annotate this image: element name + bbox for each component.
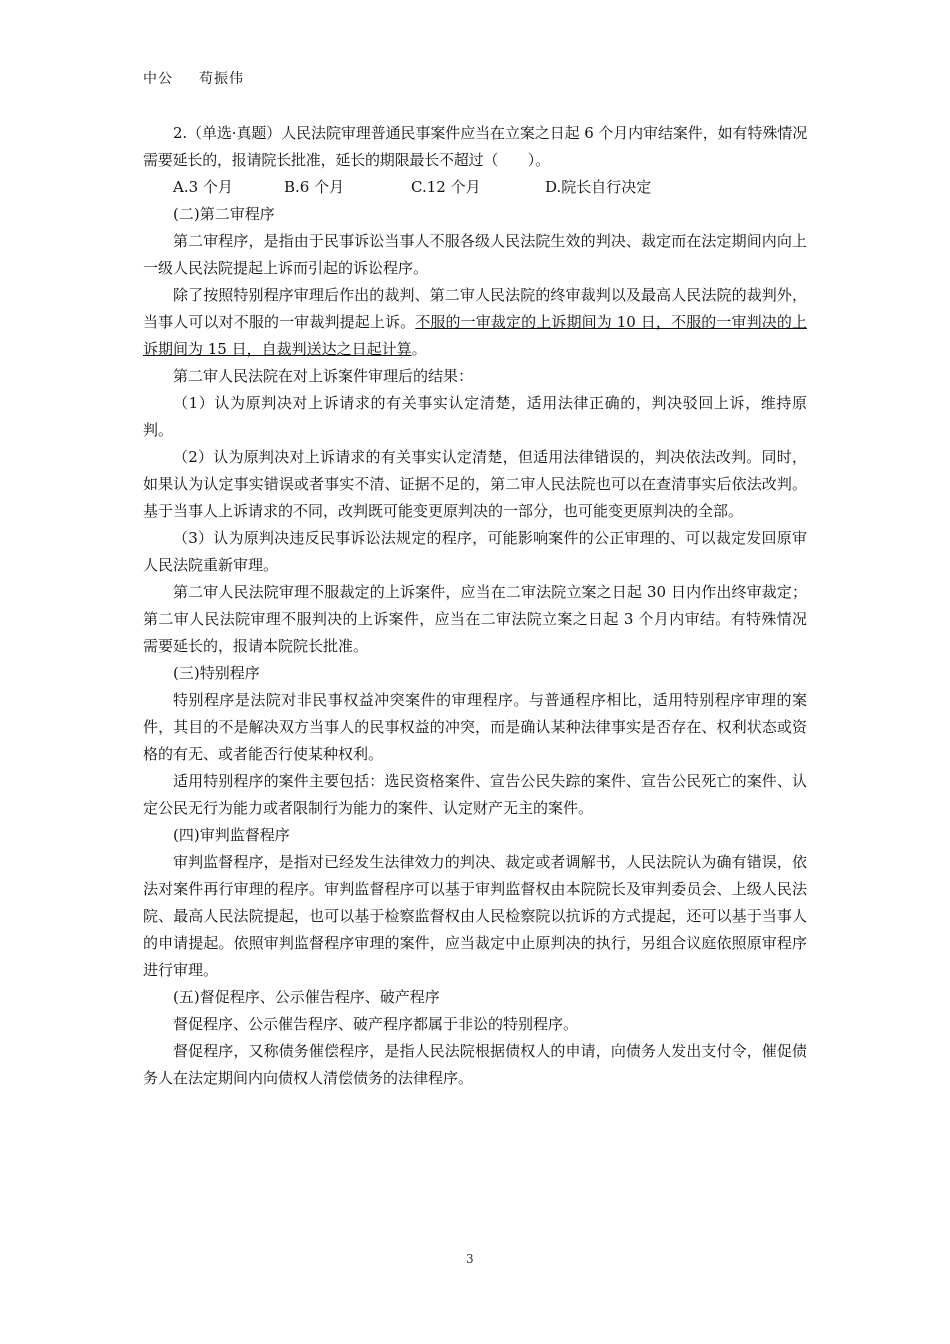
header-author: 苟振伟 — [199, 71, 244, 87]
paragraph: 督促程序，又称债务催偿程序，是指人民法院根据债权人的申请，向债务人发出支付令，催促债务人在法定期间内向债权人清偿债务的法律程序。 — [143, 1042, 807, 1087]
question-options — [143, 174, 807, 201]
option-d: D.院长自行决定 — [545, 178, 652, 196]
paragraph: 审判监督程序，是指对已经发生法律效力的判决、裁定或者调解书，人民法院认为确有错误，依法对案件再行审理的程序。审判监督程序可以基于审判监督权由本院院长及审判委员会、上级人民法院、最高人民法院提起，也可以基于检察监督权由人民检察院以抗诉的方式提起，还可以基于当事人的申请提起。依照审判监督程序审理的案件，应当裁定中止原判决的执行，另组合议庭依照原审程序进行审理。 — [143, 853, 807, 979]
paragraph: 督促程序、公示催告程序、破产程序都属于非讼的特别程序。 — [173, 1015, 579, 1033]
paragraph-appeal-period: 除了按照特别程序审理后作出的裁判、第二审人民法院的终审裁判以及最高人民法院的裁判外，当事人可以对不服的一审裁判提起上诉。不服的一审裁定的上诉期间为 10 日，不服的一审判决的上诉期间为 15 日，自裁判送达之日起计算。 — [143, 286, 807, 358]
paragraph: 适用特别程序的案件主要包括：选民资格案件、宣告公民失踪的案件、宣告公民死亡的案件、认定公民无行为能力或者限制行为能力的案件、认定财产无主的案件。 — [143, 772, 807, 817]
section-title-urging-procedures: (五)督促程序、公示催告程序、破产程序 — [173, 988, 440, 1006]
section-title-special-procedure: (三)特别程序 — [173, 664, 260, 682]
paragraph: 第二审人民法院在对上诉案件审理后的结果： — [173, 367, 474, 385]
document-body — [143, 120, 807, 1092]
list-item: （1）认为原判决对上诉请求的有关事实认定清楚，适用法律正确的，判决驳回上诉，维持原判。 — [143, 394, 807, 439]
list-item: （3）认为原判决违反民事诉讼法规定的程序，可能影响案件的公正审理的、可以裁定发回原审人民法院重新审理。 — [143, 529, 807, 574]
underlined-text: 不服的一审裁定的上诉期间为 10 日，不服的一审判决的上诉期间为 15 日，自裁判送达之日起计算 — [143, 313, 807, 358]
page-number: 3 — [466, 1252, 474, 1266]
paragraph: 第二审人民法院审理不服裁定的上诉案件，应当在二审法院立案之日起 30 日内作出终审裁定；第二审人民法院审理不服判决的上诉案件，应当在二审法院立案之日起 3 个月内审结。有特殊情况需要延长的，报请本院院长批准。 — [143, 583, 807, 655]
page-header — [143, 68, 244, 88]
option-b: B.6 个月 — [284, 178, 345, 196]
list-item: （2）认为原判决对上诉请求的有关事实认定清楚，但适用法律错误的，判决依法改判。同时，如果认为认定事实错误或者事实不清、证据不足的，第二审人民法院也可以在查清事实后依法改判。基于当事人上诉请求的不同，改判既可能变更原判决的一部分，也可能变更原判决的全部。 — [143, 448, 807, 520]
question-stem: 2.（单选·真题）人民法院审理普通民事案件应当在立案之日起 6 个月内审结案件，如有特殊情况需要延长的，报请院长批准，延长的期限最长不超过（ ）。 — [143, 124, 807, 169]
option-a: A.3 个月 — [173, 178, 233, 196]
option-c: C.12 个月 — [411, 178, 481, 196]
section-title-supervision: (四)审判监督程序 — [173, 826, 290, 844]
paragraph: 特别程序是法院对非民事权益冲突案件的审理程序。与普通程序相比，适用特别程序审理的案件，其目的不是解决双方当事人的民事权益的冲突，而是确认某种法律事实是否存在、权利状态或资格的有无、或者能否行使某种权利。 — [143, 691, 807, 763]
paragraph: 第二审程序，是指由于民事诉讼当事人不服各级人民法院生效的判决、裁定而在法定期间内向上一级人民法院提起上诉而引起的诉讼程序。 — [143, 232, 807, 277]
header-org: 中公 — [143, 71, 173, 87]
section-title-second-instance: (二)第二审程序 — [173, 205, 275, 223]
